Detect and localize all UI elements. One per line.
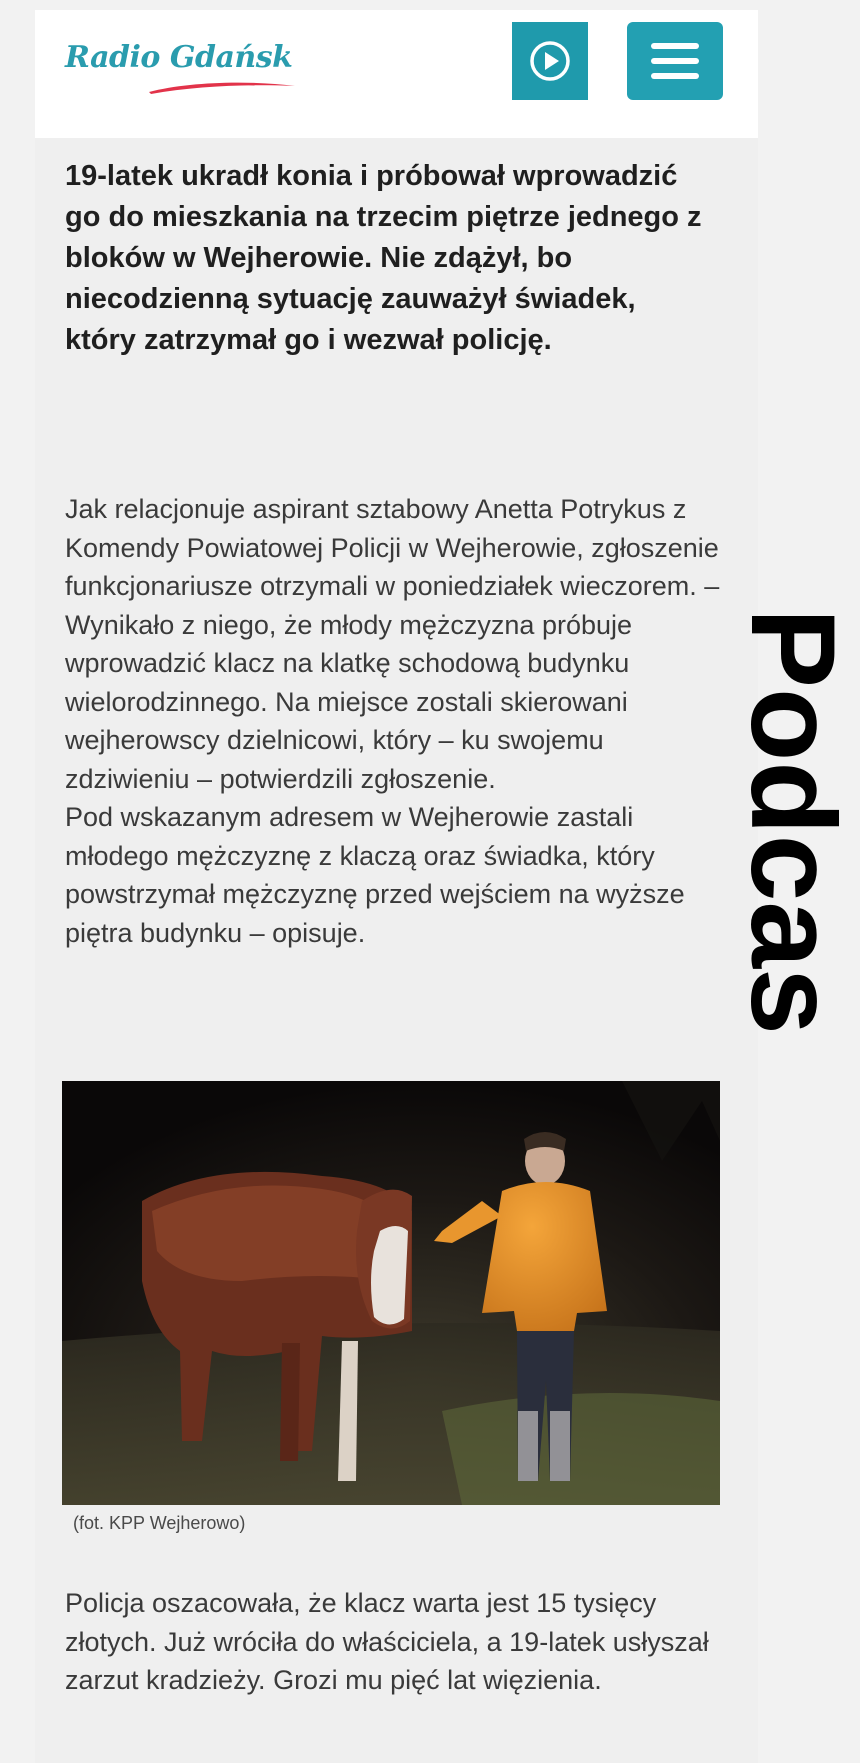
logo-text: Radio Gdańsk: [65, 40, 293, 75]
site-header: [35, 10, 758, 138]
article-paragraph: Policja oszacowała, że klacz warta jest 15 tysięcy złotych. Już wróciła do właściciela, a 19-latek usłyszał zarzut kradzieży. Grozi mu pięć lat więzienia.: [65, 1588, 709, 1695]
photo-horse-and-man: [62, 1081, 720, 1505]
radio-gdansk-logo[interactable]: [65, 28, 295, 98]
podcast-side-banner[interactable]: [726, 600, 860, 1120]
hamburger-menu-icon: [649, 39, 701, 83]
article-photo[interactable]: [62, 1081, 720, 1505]
photo-caption: (fot. KPP Wejherowo): [73, 1513, 246, 1533]
menu-button[interactable]: [627, 22, 723, 100]
play-radio-button[interactable]: [512, 22, 588, 100]
logo-swoosh-icon: [147, 80, 297, 96]
article: [35, 138, 758, 1763]
side-banner-text: Podcas: [726, 608, 860, 1035]
article-paragraph: Jak relacjonuje aspirant sztabowy Anetta Potrykus z Komendy Powiatowej Policji w Wejherowie, zgłoszenie funkcjonariusze otrzymali w poniedziałek wieczorem. – Wynikało z niego, że młody mężczyzna próbuje wprowadzić klacz na klatkę schodową budynku wielorodzinnego. Na miejsce zostali skierowani wejherowscy dzielnicowi, który – ku swojemu zdziwieniu – potwierdzili zgłoszenie. Pod wskazanym adresem w Wejherowie zastali młodego mężczyznę z klaczą oraz świadka, który powstrzymał mężczyznę przed wejściem na wyższe piętra budynku – opisuje.: [65, 494, 720, 948]
play-circle-icon: [528, 39, 572, 83]
article-lead: 19-latek ukradł konia i próbował wprowadzić go do mieszkania na trzecim piętrze jednego z bloków w Wejherowie. Nie zdążył, bo niecodzienną sytuację zauważył świadek, który zatrzymał go i wezwał policję.: [65, 160, 702, 356]
